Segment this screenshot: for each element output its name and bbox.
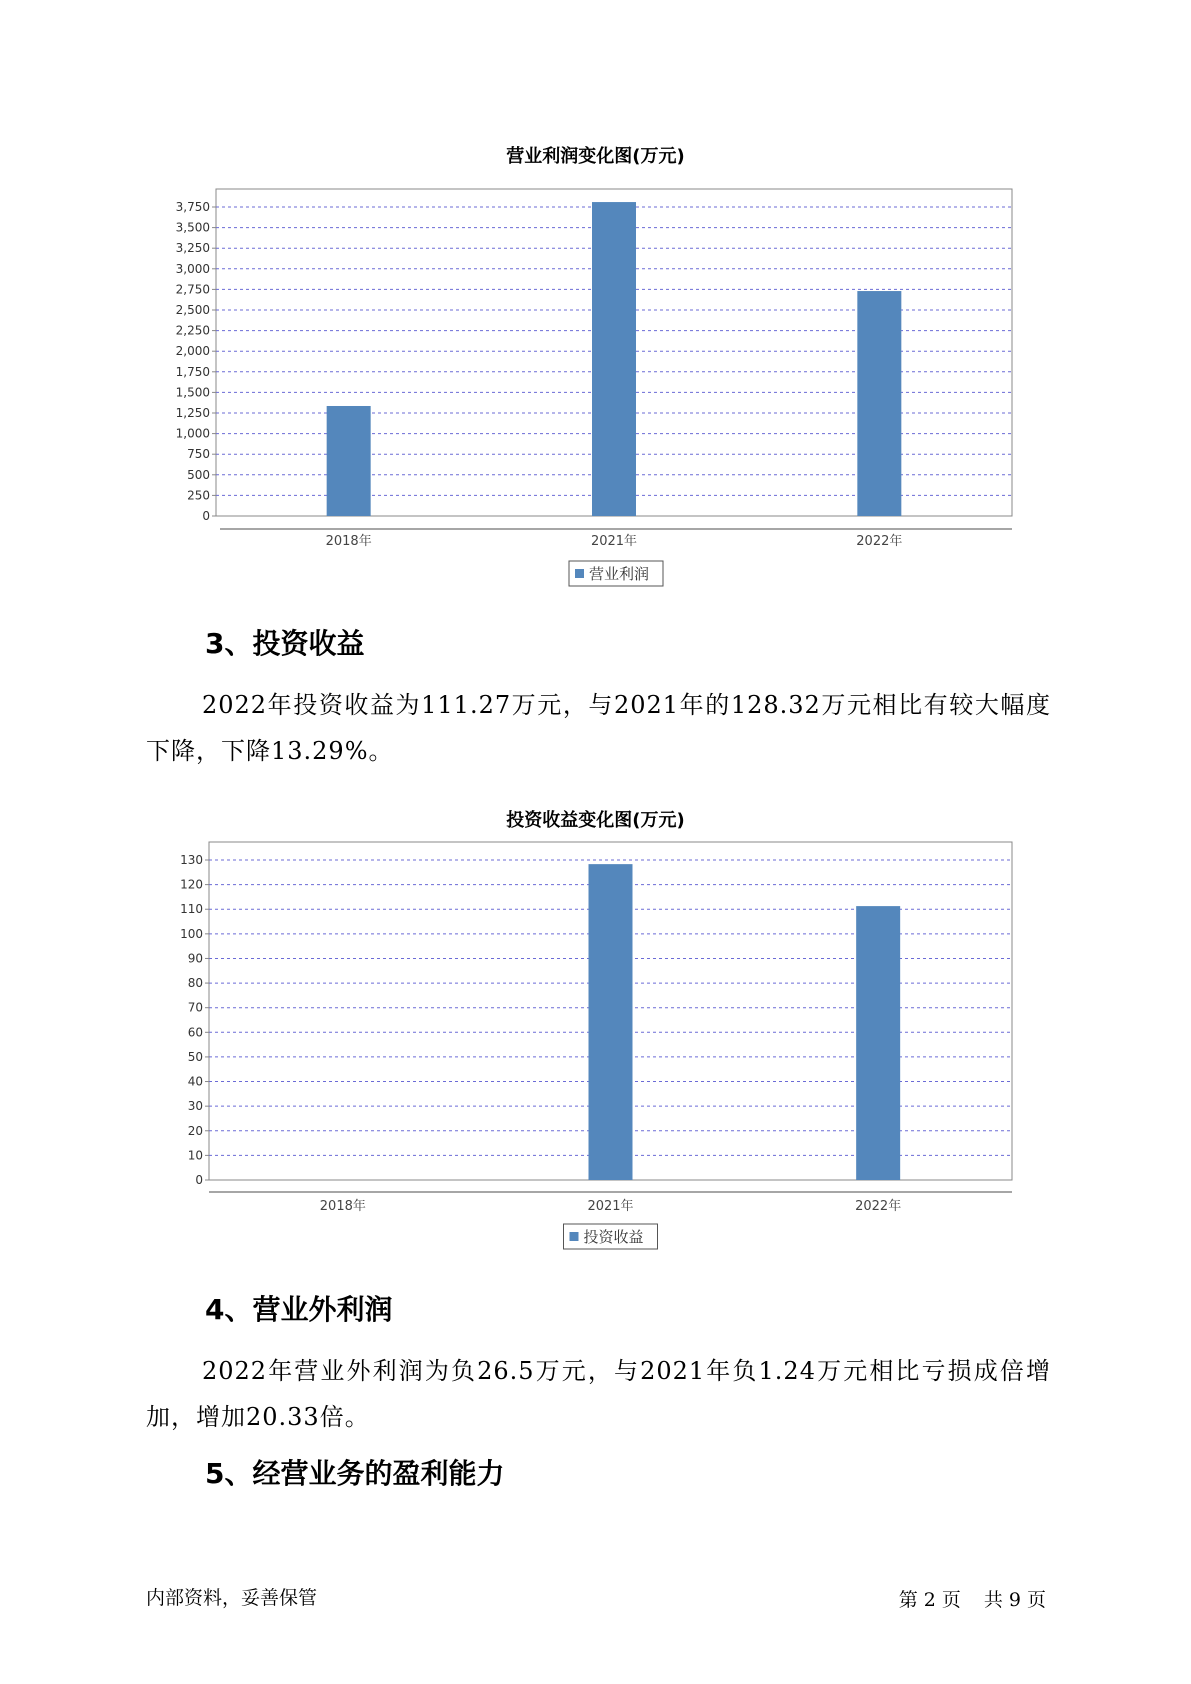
y-tick-label: 110 <box>180 902 203 917</box>
page-total-unit: 页 <box>1026 1589 1046 1611</box>
y-tick-label: 3,500 <box>175 220 210 235</box>
y-tick-label: 0 <box>202 509 210 523</box>
y-tick-label: 20 <box>187 1123 203 1138</box>
page-current: 2 <box>923 1589 936 1611</box>
y-tick-label: 3,000 <box>175 261 210 276</box>
y-tick-label: 10 <box>187 1148 203 1163</box>
x-tick-label: 2021年 <box>590 534 638 549</box>
section-3-paragraph: 2022年投资收益为111.27万元，与2021年的128.32万元相比有较大幅度下降，下降13.29%。 <box>146 691 1051 765</box>
legend <box>564 1224 658 1249</box>
y-tick-label: 500 <box>187 467 210 482</box>
y-tick-label: 3,250 <box>175 241 210 256</box>
chart1-title: 营业利润变化图(万元) <box>506 146 685 167</box>
section-3-heading: 3、投资收益 <box>205 627 365 660</box>
y-tick-label: 70 <box>187 1000 203 1015</box>
y-tick-label: 1,750 <box>175 364 210 379</box>
footer-confidential-note: 内部资料，妥善保管 <box>146 1587 318 1609</box>
legend-label: 投资收益 <box>583 1228 644 1246</box>
y-tick-label: 80 <box>187 976 203 991</box>
section-4-heading: 4、营业外利润 <box>205 1293 393 1326</box>
y-tick-label: 60 <box>187 1025 203 1040</box>
bar <box>856 906 900 1180</box>
y-tick-label: 1,500 <box>175 385 210 400</box>
x-tick-label: 2022年 <box>855 1199 902 1214</box>
y-tick-label: 2,500 <box>175 303 210 317</box>
y-tick-label: 3,750 <box>175 200 210 214</box>
section-5-heading: 5、经营业务的盈利能力 <box>205 1457 505 1490</box>
page-unit: 页 <box>941 1589 961 1611</box>
footer-page-number <box>896 1585 1049 1612</box>
y-tick-label: 1,000 <box>175 426 210 441</box>
y-tick-label: 750 <box>187 447 210 462</box>
y-tick-label: 2,000 <box>175 344 210 359</box>
legend-swatch <box>570 1232 579 1241</box>
section-4-paragraph: 2022年营业外利润为负26.5万元，与2021年负1.24万元相比亏损成倍增加，增加20.33倍。 <box>146 1357 1051 1431</box>
y-tick-label: 120 <box>180 877 203 892</box>
y-tick-label: 2,250 <box>175 323 210 338</box>
x-tick-label: 2021年 <box>587 1199 634 1214</box>
legend-label: 营业利润 <box>589 565 650 583</box>
x-tick-label: 2018年 <box>319 1199 366 1214</box>
y-tick-label: 2,750 <box>175 282 210 297</box>
x-tick-label: 2022年 <box>856 534 903 549</box>
y-tick-label: 0 <box>195 1173 203 1187</box>
y-tick-label: 250 <box>187 488 210 503</box>
y-tick-label: 90 <box>187 951 203 966</box>
y-tick-label: 1,250 <box>175 406 210 420</box>
y-tick-label: 130 <box>180 853 203 867</box>
chart2-title: 投资收益变化图(万元) <box>506 810 685 831</box>
y-tick-label: 100 <box>180 926 203 941</box>
bar <box>589 864 633 1180</box>
y-tick-label: 40 <box>187 1074 203 1089</box>
page-total: 9 <box>1008 1589 1021 1611</box>
y-tick-label: 50 <box>187 1049 203 1064</box>
y-tick-label: 30 <box>187 1099 203 1114</box>
page-prefix: 第 <box>898 1589 918 1611</box>
x-tick-label: 2018年 <box>325 534 372 549</box>
page-total-prefix: 共 <box>983 1589 1003 1611</box>
